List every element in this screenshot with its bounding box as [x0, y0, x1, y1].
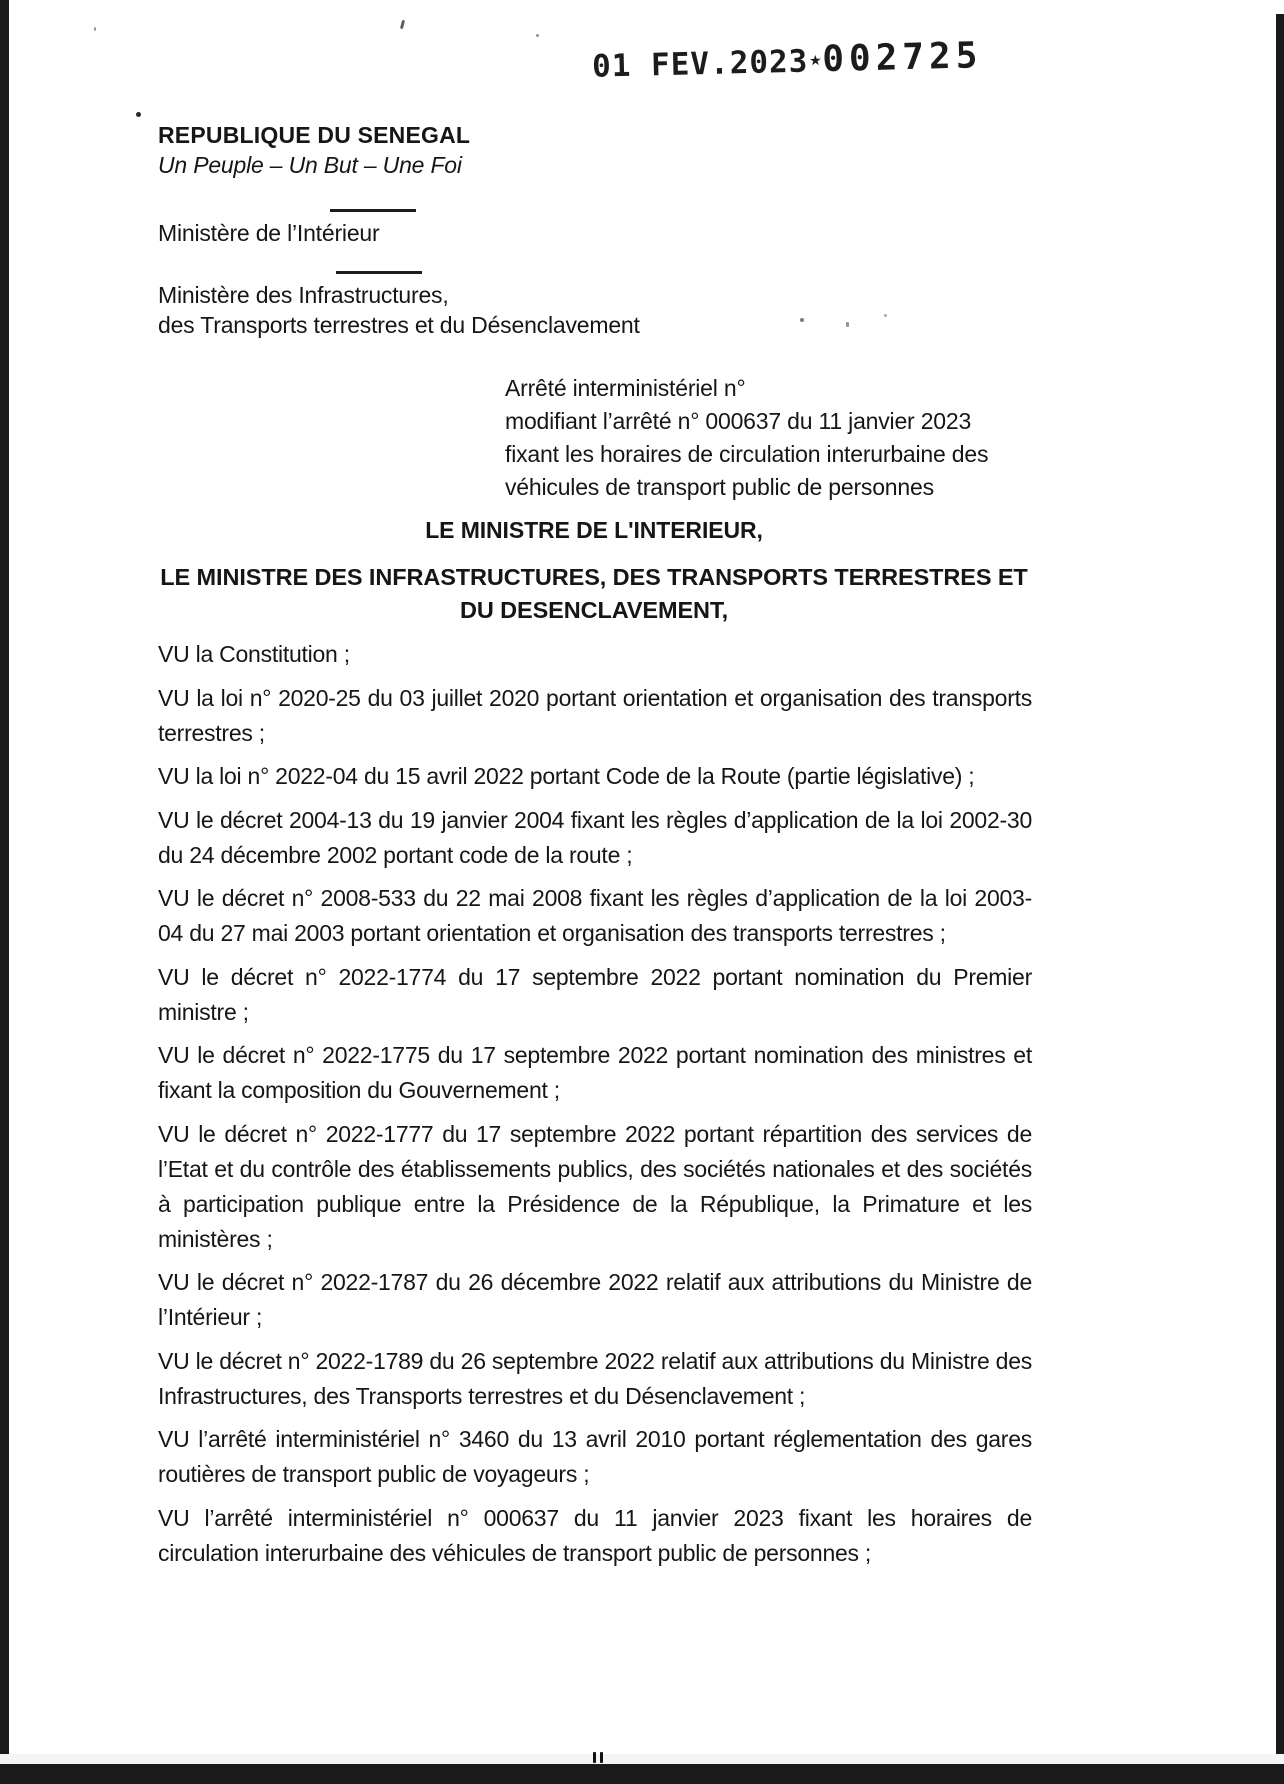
scan-shade — [0, 1754, 1284, 1764]
stamp-number: 002725 — [821, 35, 983, 81]
authority-interior-heading: LE MINISTRE DE L'INTERIEUR, — [425, 517, 763, 543]
registry-stamp — [592, 35, 983, 86]
scan-speck — [884, 314, 887, 317]
scan-speck — [800, 318, 804, 322]
decree-subject — [505, 372, 1045, 504]
subject-line: Arrêté interministériel n° — [505, 375, 746, 401]
visa-paragraph: VU la loi n° 2022-04 du 15 avril 2022 portant Code de la Route (partie législative) ; — [158, 763, 975, 789]
letterhead — [158, 120, 1030, 340]
ministry-infrastructures-line2: des Transports terrestres et du Désenclavement — [158, 312, 640, 338]
subject-line: fixant les horaires de circulation interurbaine des — [505, 441, 989, 467]
ministry-infrastructures-line1: Ministère des Infrastructures, — [158, 282, 449, 308]
visa-paragraph: VU le décret n° 2008-533 du 22 mai 2008 fixant les règles d’application de la loi 2003-04 du 27 mai 2003 portant orientation et organisation des transports terrestres ; — [158, 885, 1032, 946]
visa-paragraph: VU le décret n° 2022-1789 du 26 septembre 2022 relatif aux attributions du Ministre des Infrastructures, des Transports terrestres et du Désenclavement ; — [158, 1347, 1032, 1409]
scan-speck — [536, 34, 539, 37]
visa-list — [158, 637, 1032, 1579]
scan-edge-left — [0, 0, 9, 1784]
stamp-star-icon: ★ — [808, 46, 822, 71]
visa-paragraph: VU l’arrêté interministériel n° 3460 du 13 avril 2010 portant réglementation des gares routières de transport public de voyageurs ; — [158, 1426, 1032, 1487]
scan-speck — [136, 112, 141, 117]
visa-paragraph: VU le décret n° 2022-1774 du 17 septembre 2022 portant nomination du Premier ministre ; — [158, 963, 1032, 1025]
scan-speck — [94, 27, 96, 31]
scan-speck — [400, 20, 405, 29]
republic-title: REPUBLIQUE DU SENEGAL — [158, 122, 471, 148]
scan-edge-right — [1276, 14, 1284, 1784]
visa-paragraph: VU le décret n° 2022-1775 du 17 septembre 2022 portant nomination des ministres et fixant la composition du Gouvernement ; — [158, 1042, 1032, 1103]
visa-paragraph: VU l’arrêté interministériel n° 000637 du 11 janvier 2023 fixant les horaires de circulation interurbaine des véhicules de transport public de personnes ; — [158, 1504, 1032, 1566]
visa-paragraph: VU le décret 2004-13 du 19 janvier 2004 fixant les règles d’application de la loi 2002-30 du 24 décembre 2002 portant code de la route ; — [158, 806, 1032, 868]
visa-paragraph: VU la loi n° 2020-25 du 03 juillet 2020 portant orientation et organisation des transports terrestres ; — [158, 684, 1032, 746]
scan-artifact — [593, 1750, 607, 1763]
national-motto: Un Peuple – Un But – Une Foi — [158, 152, 462, 178]
subject-line: véhicules de transport public de personnes — [505, 474, 934, 500]
visa-paragraph: VU le décret n° 2022-1787 du 26 décembre 2022 relatif aux attributions du Ministre de l’Intérieur ; — [158, 1269, 1032, 1330]
scan-speck — [846, 322, 849, 327]
letterhead-divider — [336, 271, 422, 274]
scan-edge-bottom — [0, 1764, 1284, 1784]
visa-paragraph: VU la Constitution ; — [158, 641, 350, 667]
subject-line: modifiant l’arrêté n° 000637 du 11 janvier 2023 — [505, 408, 972, 434]
ministry-interior: Ministère de l’Intérieur — [158, 220, 380, 246]
stamp-date: 01 FEV.2023 — [591, 43, 809, 85]
letterhead-divider — [330, 209, 416, 212]
visa-paragraph: VU le décret n° 2022-1777 du 17 septembre 2022 portant répartition des services de l’Etat et du contrôle des établissements publics, des sociétés nationales et des sociétés à participation publique entre la Présidence de la République, la Primature et les ministères ; — [158, 1120, 1032, 1252]
authority-infrastructures-heading: LE MINISTRE DES INFRASTRUCTURES, DES TRANSPORTS TERRESTRES ET DU DESENCLAVEMENT, — [160, 564, 1028, 623]
